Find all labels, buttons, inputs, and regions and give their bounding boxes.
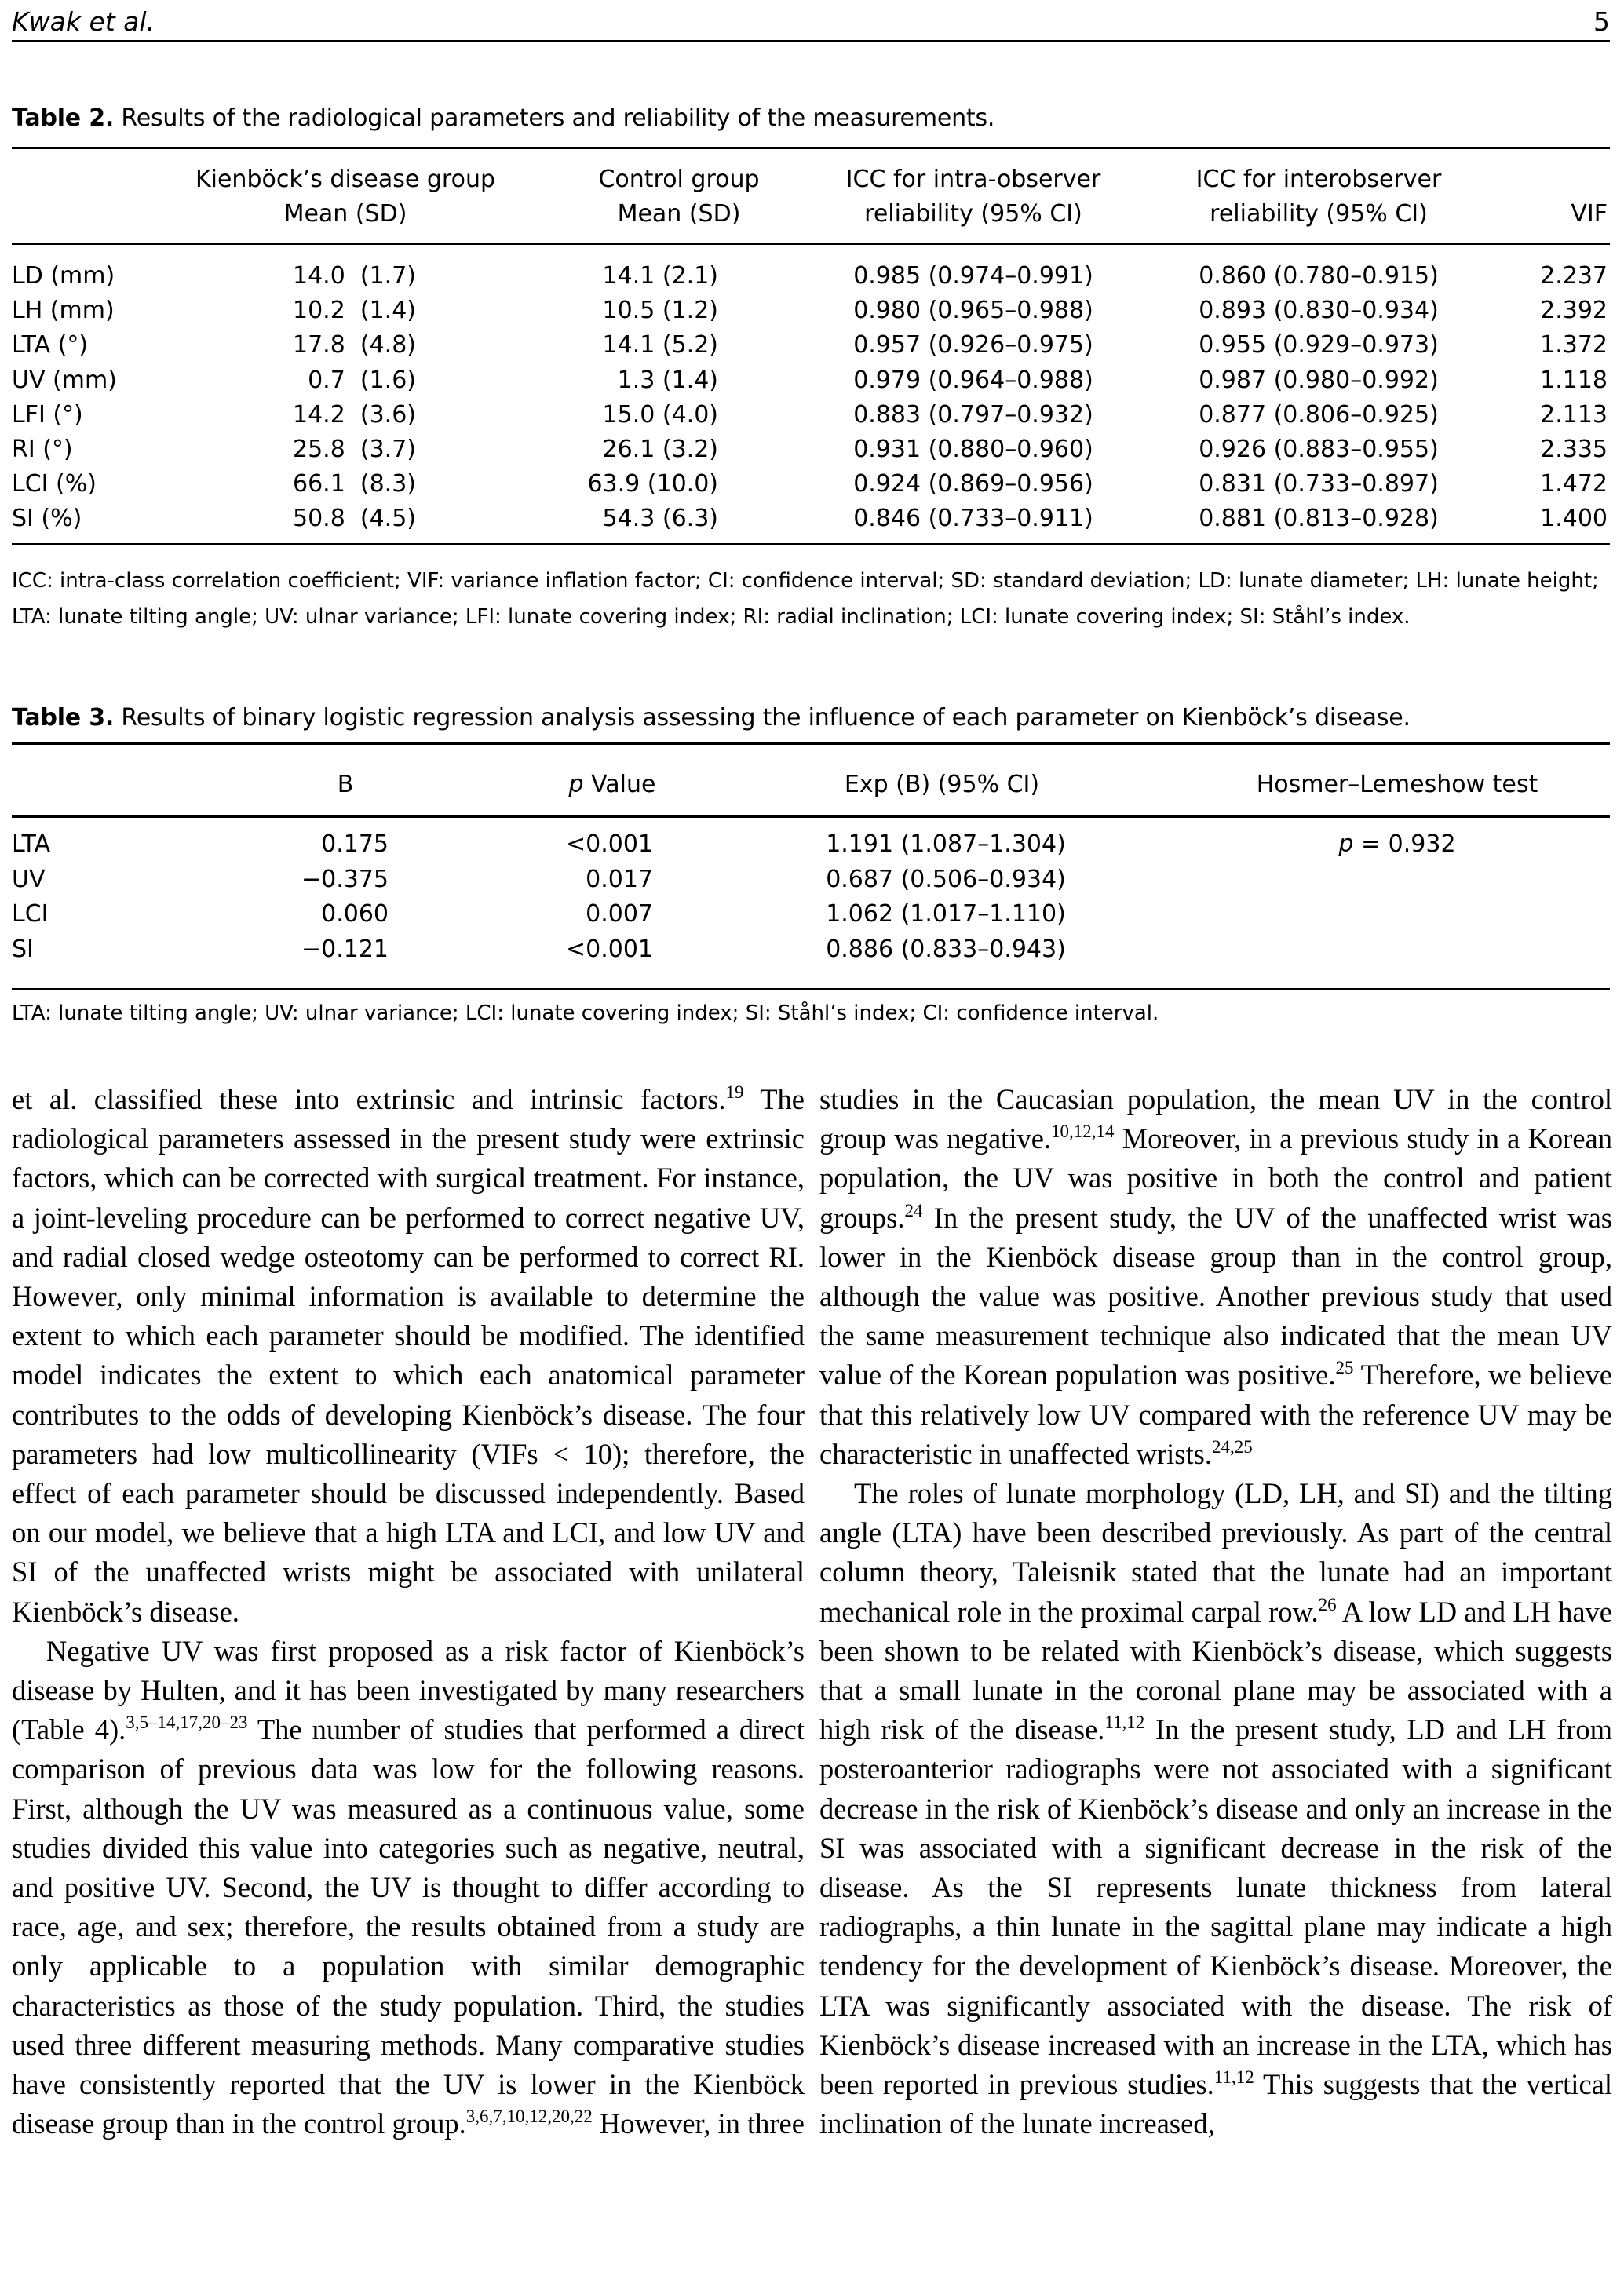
table-2-cell-param: SI (%) bbox=[12, 505, 82, 533]
body-paragraph bbox=[819, 1474, 1612, 2143]
table-2-caption-text: Results of the radiological parameters and reliability of the measurements. bbox=[114, 104, 995, 132]
body-paragraph bbox=[819, 1080, 1612, 1474]
paragraph-text: However, in three bbox=[592, 2107, 805, 2140]
table-2-header-kd-line1: Kienböck’s disease group bbox=[195, 166, 496, 193]
paragraph-text: The roles of lunate morphology (LD, LH, and SI) and the tilting angle (LTA) have been described previously. As part of the central column theory, Taleisnik stated that the lunate had an important mechanical role in the proximal carpal row. bbox=[819, 1477, 1612, 1628]
table-3-cell-p-value: <0.001 bbox=[565, 935, 653, 963]
paragraph-text: The radiological parameters assessed in the present study were extrinsic factors, which can be corrected with surgical treatment. For instance, a joint-leveling procedure can be performed to correct negative UV, and radial closed wedge osteotomy can be performed to correct RI. However, only minimal information is available to determine the extent to which each parameter should be modified. The identified model indicates the extent to which each anatomical parameter contributes to the odds of developing Kienböck’s disease. The four parameters had low multicollinearity (VIFs < 10); therefore, the effect of each parameter should be discussed independently. Based on our model, we believe that a high LTA and LCI, and low UV and SI of the unaffected wrists might be associated with unilateral Kienböck’s disease. bbox=[12, 1083, 805, 1628]
table-3-header-b: B bbox=[337, 771, 354, 798]
table-2-cell-kd-mean-sd: 50.8 (4.5) bbox=[293, 505, 416, 533]
table-2-header-vif-line2: VIF bbox=[1571, 200, 1608, 228]
p-symbol: p bbox=[1338, 830, 1354, 858]
paragraph-text: The number of studies that performed a direct comparison of previous data was low for the following reasons. First, although the UV was measured as a continuous value, some studies divided this value into categories such as negative, neutral, and positive UV. Second, the UV is thought to differ according to race, age, and sex; therefore, the results obtained from a study are only applicable to a population with similar demographic characteristics as those of the study population. Third, the studies used three different measuring methods. Many comparative studies have consistently reported that the UV is lower in the Kienböck disease group than in the control group. bbox=[12, 1713, 805, 2140]
table-3-caption-text: Results of binary logistic regression analysis assessing the influence of each parameter on Kienböck’s disease. bbox=[114, 704, 1411, 731]
table-2-cell-icc-intra: 0.957 (0.926–0.975) bbox=[853, 331, 1093, 359]
table-2-cell-param: RI (°) bbox=[12, 436, 73, 463]
table-3-cell-param: SI bbox=[12, 935, 34, 963]
body-column-right bbox=[819, 1080, 1612, 2143]
citation-superscript: 11,12 bbox=[1213, 2067, 1254, 2088]
table-2-cell-vif: 2.335 bbox=[1540, 436, 1608, 463]
citation-superscript: 26 bbox=[1318, 1594, 1337, 1614]
page-number: 5 bbox=[1593, 6, 1610, 37]
paragraph-text: In the present study, the UV of the unaffected wrist was lower in the Kienböck disease group than in the control group, although the value was positive. Another previous study that used the same measurement technique also indicated that the mean UV value of the Korean population was positive. bbox=[819, 1201, 1612, 1392]
table-2-header-vif bbox=[1515, 162, 1608, 232]
citation-superscript: 24 bbox=[904, 1200, 923, 1220]
table-2-cell-kd-mean-sd: 17.8 (4.8) bbox=[293, 331, 416, 359]
paragraph-text: Therefore, we believe that this relatively low UV compared with the reference UV may be characteristic in unaffected wrists. bbox=[819, 1359, 1612, 1470]
paragraph-text: Moreover, in a previous study in a Korean population, the UV was positive in both the control and patient groups. bbox=[819, 1122, 1612, 1234]
table-3-header-exp: Exp (B) (95% CI) bbox=[844, 771, 1040, 798]
paragraph-text: In the present study, LD and LH from posteroanterior radiographs were not associated with a significant decrease in the risk of Kienböck’s disease and only an increase in the SI was associated with a significant decrease in the risk of the disease. As the SI represents lunate thickness from lateral radiographs, a thin lunate in the sagittal plane may indicate a high tendency for the development of Kienböck’s disease. Moreover, the LTA was significantly associated with the disease. The risk of Kienböck’s disease increased with an increase in the LTA, which has been reported in previous studies. bbox=[819, 1713, 1612, 2101]
table-3-header-p: p Value bbox=[568, 771, 656, 798]
table-2-header-intra-line2: reliability (95% CI) bbox=[864, 200, 1082, 228]
table-3-cell-p-value: 0.007 bbox=[586, 900, 653, 928]
table-2-cell-icc-inter: 0.926 (0.883–0.955) bbox=[1199, 436, 1439, 463]
table-2-cell-icc-intra: 0.846 (0.733–0.911) bbox=[853, 505, 1093, 533]
citation-superscript: 24,25 bbox=[1211, 1436, 1253, 1457]
table-2-cell-icc-intra: 0.931 (0.880–0.960) bbox=[853, 436, 1093, 463]
table-2-cell-param: LH (mm) bbox=[12, 297, 115, 325]
table-2-footnote: ICC: intra-class correlation coefficient; VIF: variance inflation factor; CI: confidence interval; SD: standard deviation; LD: lunate diameter; LH: lunate height; LTA: lunate tilting angle; UV: ulnar variance; LFI: lunate covering index; RI: radial inclination; LCI: lunate covering index; SI: Ståhl’s index. bbox=[12, 569, 1599, 629]
table-2-cell-control-mean-sd: 10.5 (1.2) bbox=[602, 297, 718, 325]
table-2-cell-control-mean-sd: 54.3 (6.3) bbox=[602, 505, 718, 533]
table-2-cell-icc-inter: 0.893 (0.830–0.934) bbox=[1199, 297, 1439, 325]
table-2-label: Table 2. bbox=[12, 104, 115, 132]
running-head-authors: Kwak et al. bbox=[12, 6, 155, 37]
table-3-cell-exp-b: 1.062 (1.017–1.110) bbox=[826, 900, 1066, 928]
table-3-top-rule bbox=[12, 742, 1610, 745]
table-3-cell-p-value: <0.001 bbox=[565, 830, 653, 858]
table-2-cell-vif: 2.237 bbox=[1540, 262, 1608, 290]
table-2-header-control-line2: Mean (SD) bbox=[617, 200, 741, 228]
table-2-header-control bbox=[557, 162, 801, 232]
table-2-cell-param: UV (mm) bbox=[12, 366, 117, 394]
body-paragraph bbox=[12, 1632, 805, 2144]
paragraph-text: et al. classified these into extrinsic and intrinsic factors. bbox=[12, 1083, 726, 1115]
table-2-cell-control-mean-sd: 1.3 (1.4) bbox=[617, 366, 718, 394]
table-2-bottom-rule bbox=[12, 543, 1610, 545]
table-2-cell-icc-intra: 0.883 (0.797–0.932) bbox=[853, 400, 1093, 429]
table-3-cell-param: LCI bbox=[12, 900, 49, 928]
table-2-cell-vif: 1.118 bbox=[1540, 366, 1608, 394]
table-2-header-inter-line2: reliability (95% CI) bbox=[1210, 200, 1428, 228]
table-2-cell-kd-mean-sd: 14.2 (3.6) bbox=[293, 400, 416, 429]
paragraph-text: Negative UV was first proposed as a risk factor of Kienböck’s disease by Hulten, and it has been investigated by many researchers (Table 4). bbox=[12, 1634, 805, 1746]
table-2-cell-param: LD (mm) bbox=[12, 262, 115, 290]
table-2-cell-control-mean-sd: 14.1 (5.2) bbox=[602, 331, 718, 359]
table-3-cell-exp-b: 0.886 (0.833–0.943) bbox=[826, 935, 1066, 963]
table-2-cell-vif: 1.372 bbox=[1540, 331, 1608, 359]
table-3-cell-param: UV bbox=[12, 865, 46, 893]
table-2-cell-icc-inter: 0.955 (0.929–0.973) bbox=[1199, 331, 1439, 359]
table-2-header-rule bbox=[12, 243, 1610, 245]
table-2-cell-control-mean-sd: 14.1 (2.1) bbox=[602, 262, 718, 290]
citation-superscript: 25 bbox=[1335, 1358, 1354, 1378]
table-3-cell-b: 0.175 bbox=[321, 830, 389, 858]
table-2-cell-icc-inter: 0.831 (0.733–0.897) bbox=[1199, 470, 1439, 498]
table-2-cell-control-mean-sd: 26.1 (3.2) bbox=[602, 436, 718, 463]
table-3-cell-exp-b: 0.687 (0.506–0.934) bbox=[826, 865, 1066, 893]
table-2-header-intra-line1: ICC for intra-observer bbox=[845, 166, 1101, 193]
table-2-cell-kd-mean-sd: 0.7 (1.6) bbox=[308, 366, 416, 394]
table-3-header-hl: Hosmer–Lemeshow test bbox=[1256, 771, 1538, 798]
table-2-top-rule bbox=[12, 147, 1610, 149]
body-paragraph bbox=[12, 1080, 805, 1632]
citation-superscript: 3,5–14,17,20–23 bbox=[126, 1713, 248, 1733]
citation-superscript: 10,12,14 bbox=[1051, 1122, 1115, 1142]
paragraph-text: studies in the Caucasian population, the mean UV in the control group was negative. bbox=[819, 1083, 1612, 1155]
table-2-cell-param: LCI (%) bbox=[12, 470, 97, 498]
table-2-cell-vif: 1.400 bbox=[1540, 505, 1608, 533]
table-3-header-p-italic: p bbox=[568, 771, 584, 798]
table-2-cell-icc-inter: 0.987 (0.980–0.992) bbox=[1199, 366, 1439, 394]
citation-superscript: 11,12 bbox=[1104, 1713, 1145, 1733]
table-2-header-inter bbox=[1162, 162, 1476, 232]
table-2-cell-icc-intra: 0.985 (0.974–0.991) bbox=[853, 262, 1093, 290]
table-2-header-inter-line1: ICC for interobserver bbox=[1195, 166, 1442, 193]
running-head bbox=[12, 6, 1610, 42]
table-2-cell-param: LFI (°) bbox=[12, 400, 83, 429]
table-2-caption bbox=[12, 104, 994, 132]
table-2-cell-kd-mean-sd: 25.8 (3.7) bbox=[293, 436, 416, 463]
table-2-cell-icc-inter: 0.881 (0.813–0.928) bbox=[1199, 505, 1439, 533]
table-2-cell-control-mean-sd: 15.0 (4.0) bbox=[602, 400, 718, 429]
table-3-header-rule bbox=[12, 815, 1610, 818]
table-3-bottom-rule bbox=[12, 988, 1610, 990]
table-2-cell-icc-intra: 0.980 (0.965–0.988) bbox=[853, 297, 1093, 325]
table-2-header-vif-line1 bbox=[1515, 162, 1608, 197]
paragraph-text: A low LD and LH have been shown to be related with Kienböck’s disease, which suggests that a small lunate in the coronal plane may be associated with a high risk of the disease. bbox=[819, 1595, 1612, 1746]
table-2-cell-vif: 2.113 bbox=[1540, 400, 1608, 429]
table-3-cell-b: −0.121 bbox=[301, 935, 389, 963]
table-3-cell-hosmer-lemeshow: p = 0.932 bbox=[1338, 830, 1456, 858]
table-2-cell-kd-mean-sd: 14.0 (1.7) bbox=[293, 262, 416, 290]
table-3-footnote: LTA: lunate tilting angle; UV: ulnar variance; LCI: lunate covering index; SI: Ståhl’s index; CI: confidence interval. bbox=[12, 1001, 1159, 1025]
table-3-caption bbox=[12, 704, 1411, 731]
table-3-cell-p-value: 0.017 bbox=[586, 865, 653, 893]
table-3-cell-b: −0.375 bbox=[301, 865, 389, 893]
table-2-cell-vif: 2.392 bbox=[1540, 297, 1608, 325]
table-2-header-intra bbox=[816, 162, 1130, 232]
table-2-cell-kd-mean-sd: 66.1 (8.3) bbox=[293, 470, 416, 498]
body-column-left bbox=[12, 1080, 805, 2143]
table-2-cell-param: LTA (°) bbox=[12, 331, 89, 359]
table-2-header-control-line1: Control group bbox=[598, 166, 760, 193]
paragraph-text: This suggests that the vertical inclination of the lunate increased, bbox=[819, 2068, 1612, 2140]
running-head-rule bbox=[12, 40, 1610, 42]
table-2-cell-icc-intra: 0.924 (0.869–0.956) bbox=[853, 470, 1093, 498]
table-2-cell-control-mean-sd: 63.9 (10.0) bbox=[587, 470, 718, 498]
citation-superscript: 19 bbox=[725, 1082, 744, 1102]
table-2-header-kd-line2: Mean (SD) bbox=[283, 200, 407, 228]
table-2-cell-vif: 1.472 bbox=[1540, 470, 1608, 498]
table-3-cell-b: 0.060 bbox=[321, 900, 389, 928]
table-2-cell-icc-inter: 0.877 (0.806–0.925) bbox=[1199, 400, 1439, 429]
table-2-header-kd bbox=[149, 162, 542, 232]
table-3-cell-param: LTA bbox=[12, 830, 51, 858]
table-2-cell-icc-inter: 0.860 (0.780–0.915) bbox=[1199, 262, 1439, 290]
table-3-label: Table 3. bbox=[12, 704, 115, 731]
table-2-cell-icc-intra: 0.979 (0.964–0.988) bbox=[853, 366, 1093, 394]
table-3-cell-exp-b: 1.191 (1.087–1.304) bbox=[826, 830, 1066, 858]
citation-superscript: 3,6,7,10,12,20,22 bbox=[465, 2107, 593, 2127]
table-2-cell-kd-mean-sd: 10.2 (1.4) bbox=[293, 297, 416, 325]
